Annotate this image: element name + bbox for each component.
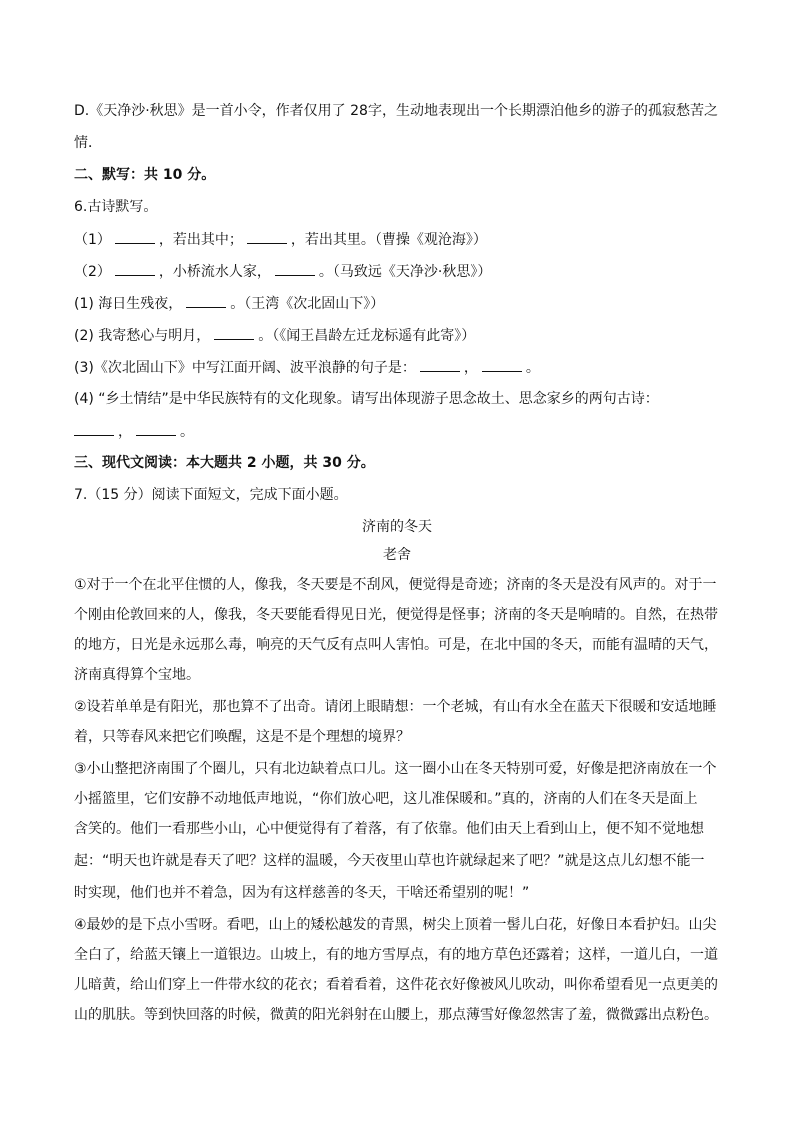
paragraph-4-line: 全白了，给蓝天镶上一道银边。山坡上，有的地方雪厚点，有的地方草色还露着；这样，一道儿白，一道: [74, 947, 718, 963]
section-3-heading: 三、现代文阅读：本大题共 2 小题，共 30 分。: [74, 455, 375, 471]
paragraph-2-line: ②设若单单是有阳光，那也算不了出奇。请闭上眼睛想：一个老城，有山有水全在蓝天下很暖和安适地睡: [74, 699, 717, 715]
q6-item-1-end: ，若出其里。（曹操《观沧海》）: [290, 232, 487, 248]
paragraph-3-line: 时实现，他们也并不着急，因为有这样慈善的冬天，干啥还希望别的呢！”: [74, 885, 530, 901]
q6-item-2: [74, 261, 491, 282]
option-d-line1: D.《天净沙·秋思》是一首小令，作者仅用了 28字，生动地表现出一个长期漂泊他乡的游子的孤寂愁苦之: [74, 103, 718, 119]
paragraph-4-line: 儿暗黄，给山们穿上一件带水纹的花衣；看着看着，这件花衣好像被风儿吹动，叫你希望看见一点更美的: [74, 977, 718, 993]
answer-blank: [247, 229, 287, 244]
q6-sub-3-start: (3)《次北固山下》中写江面开阔、波平浪静的句子是：: [74, 360, 416, 376]
answer-blank: [74, 421, 114, 436]
q6-sub-4: (4) “乡土情结”是中华民族特有的文化现象。请写出体现游子思念故土、思念家乡的两句古诗：: [74, 391, 659, 407]
q6-sub-3-end: 。: [525, 360, 540, 376]
answer-blank: [186, 293, 226, 308]
answer-blank: [115, 229, 155, 244]
option-d-line2: 情．: [74, 135, 102, 151]
q6-sub-3-mid: ，: [463, 360, 478, 376]
q6-sub-2-start: (2) 我寄愁心与明月，: [74, 328, 211, 344]
answer-blank: [275, 261, 315, 276]
paragraph-1-line: 个刚由伦敦回来的人，像我，冬天要能看得见日光，便觉得是怪事；济南的冬天是响晴的。自然，在热带: [74, 607, 718, 623]
answer-blank: [136, 421, 176, 436]
passage-author: 老舍: [383, 547, 411, 563]
answer-blank: [420, 357, 460, 372]
answer-blank: [482, 357, 522, 372]
question-7-title: 7.（15 分）阅读下面短文，完成下面小题。: [74, 487, 348, 503]
q6-sub-1-start: (1) 海日生残夜，: [74, 296, 183, 312]
paragraph-3-line: 含笑的。他们一看那些小山，心中便觉得有了着落，有了依靠。他们由天上看到山上，便不知不觉地想: [74, 821, 704, 837]
q6-item-1-num: （1）: [74, 232, 111, 248]
q6-item-2-num: （2）: [74, 264, 111, 280]
paragraph-3-line: 起：“明天也许就是春天了吧？这样的温暖，今天夜里山草也许就绿起来了吧？”就是这点儿幻想不能一: [74, 853, 705, 869]
q6-sub-1: [74, 293, 384, 314]
paragraph-3-line: ③小山整把济南围了个圈儿，只有北边缺着点口儿。这一圈小山在冬天特别可爱，好像是把济南放在一个: [74, 761, 717, 777]
q6-sub-1-end: 。（王湾《次北固山下》）: [230, 296, 385, 312]
answer-blank: [214, 325, 254, 340]
paragraph-2-line: 着，只等春风来把它们唤醒，这是不是个理想的境界？: [74, 729, 410, 745]
q6-item-1: [74, 229, 487, 250]
paragraph-1-line: ①对于一个在北平住惯的人，像我，冬天要是不刮风，便觉得是奇迹；济南的冬天是没有风声的。对于一: [74, 577, 717, 593]
q6-item-2-mid: ，小桥流水人家，: [158, 264, 271, 280]
q6-sub-3: [74, 357, 540, 378]
paragraph-1-line: 的地方，日光是永远那么毒，响亮的天气反有点叫人害怕。可是，在北中国的冬天，而能有温晴的天气，: [74, 637, 718, 653]
q6-sub-2-end: 。（《闻王昌龄左迁龙标遥有此寄》）: [258, 328, 476, 344]
section-2-heading: 二、默写：共 10 分。: [74, 167, 216, 183]
paragraph-3-line: 小摇篮里，它们安静不动地低声地说，“你们放心吧，这儿准保暖和。”真的，济南的人们在冬天是面上: [74, 791, 698, 807]
q6-item-2-end: 。（马致远《天净沙·秋思》）: [318, 264, 492, 280]
paragraph-4-line: ④最妙的是下点小雪呀。看吧，山上的矮松越发的青黑，树尖上顶着一髻儿白花，好像日本看护妇。山尖: [74, 917, 717, 933]
passage-title: 济南的冬天: [362, 519, 432, 535]
question-6-title: 6.古诗默写。: [74, 199, 158, 215]
q6-sub-4-comma: ，: [118, 424, 132, 440]
q6-sub-4-period: 。: [180, 424, 194, 440]
q6-item-1-mid: ，若出其中；: [158, 232, 243, 248]
paragraph-4-line: 山的肌肤。等到快回落的时候，微黄的阳光斜射在山腰上，那点薄雪好像忽然害了羞，微微露出点粉色。: [74, 1007, 718, 1023]
paragraph-1-line: 济南真得算个宝地。: [74, 667, 200, 683]
q6-sub-2: [74, 325, 475, 346]
q6-sub-4-answer: [74, 421, 194, 442]
answer-blank: [115, 261, 155, 276]
